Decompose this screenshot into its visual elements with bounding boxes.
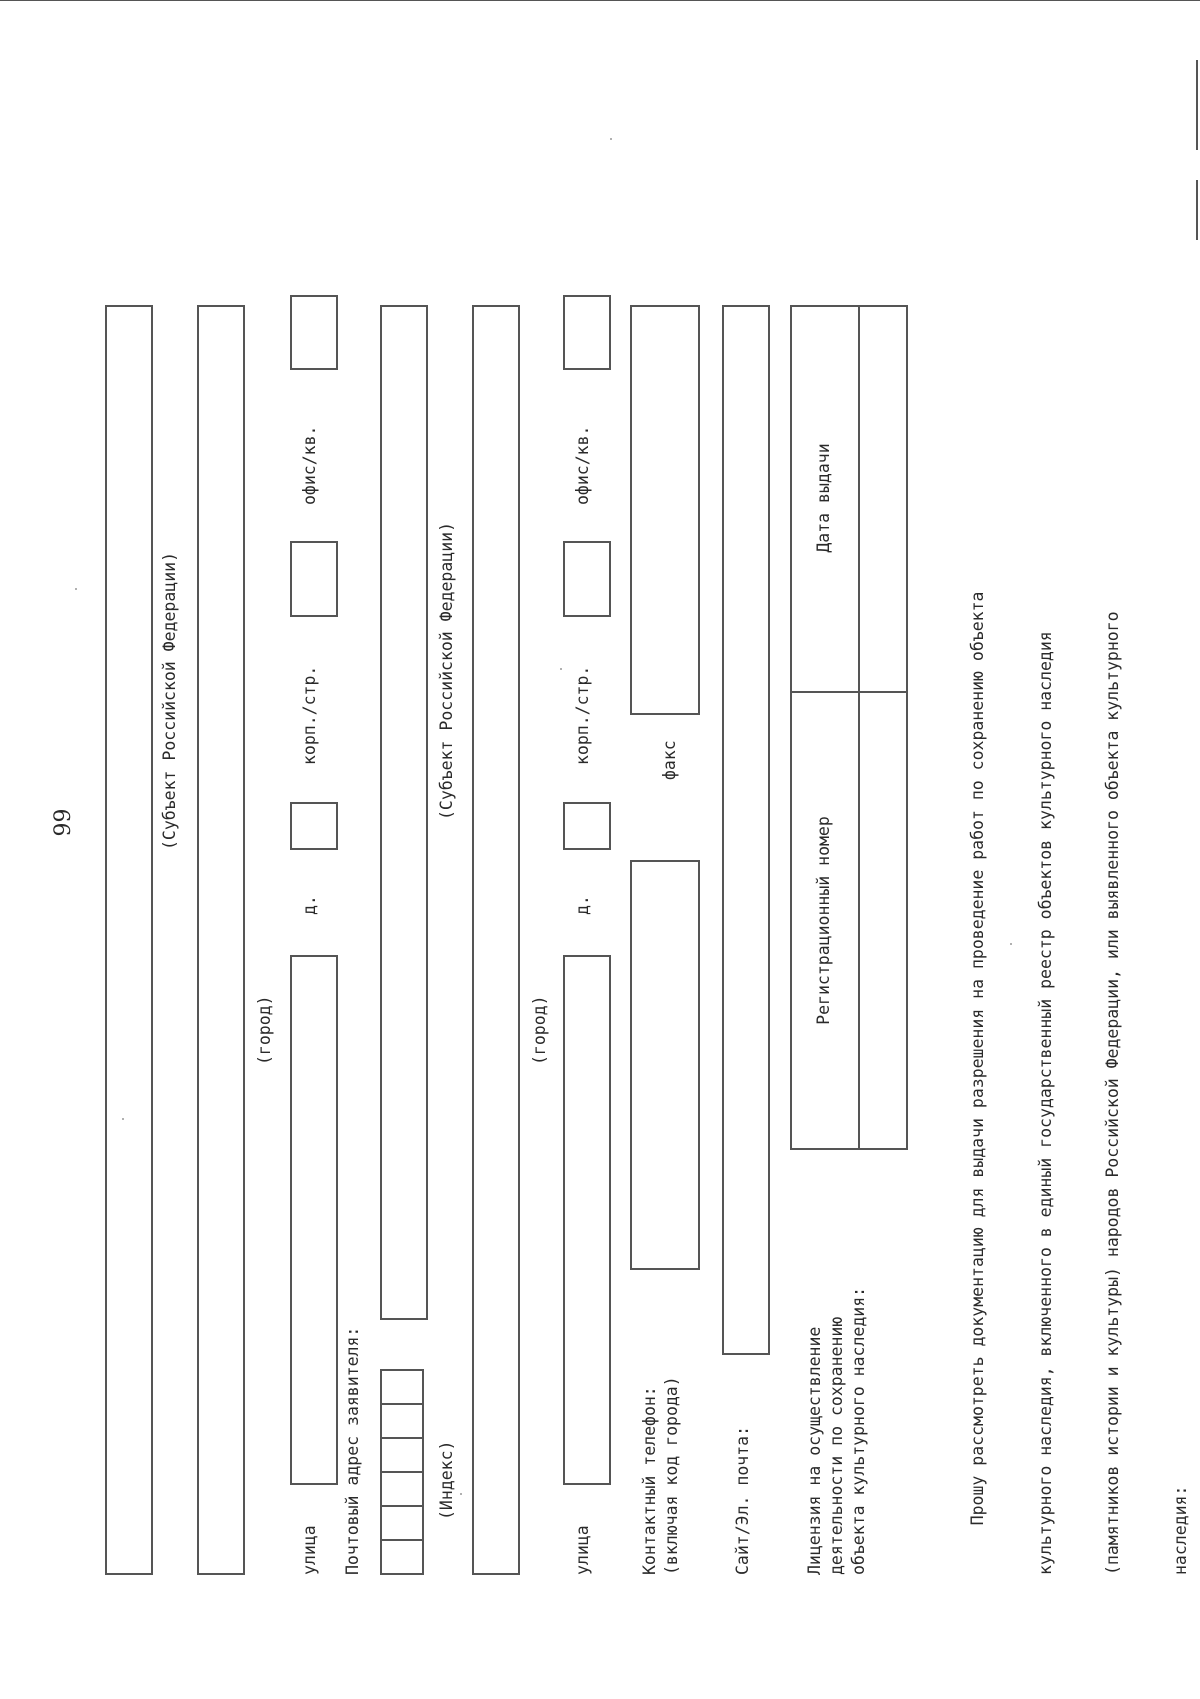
license-issue-date-field[interactable] <box>858 305 908 691</box>
house-label-2: д. <box>573 895 592 915</box>
scan-speck <box>1010 943 1012 945</box>
scan-speck <box>460 1493 462 1495</box>
subject-rf-label-1: (Субъект Российской Федерации) <box>160 551 179 850</box>
house-label-1: д. <box>300 895 319 915</box>
building-field-2[interactable] <box>563 541 611 617</box>
request-line-2: культурного наследия, включенного в единый государственный реестр объектов культурного наследия <box>1035 631 1055 1575</box>
license-label-2: деятельности по сохранению <box>827 1316 846 1575</box>
office-field-1[interactable] <box>290 295 338 370</box>
request-line-1: Прошу рассмотреть документацию для выдачи разрешения на проведение работ по сохранению объекта <box>968 591 987 1575</box>
scan-speck <box>75 588 77 590</box>
scan-speck <box>610 138 612 140</box>
house-field-1[interactable] <box>290 802 338 850</box>
license-table <box>790 305 908 1150</box>
scan-speck <box>122 1118 124 1120</box>
house-field-2[interactable] <box>563 802 611 850</box>
office-field-2[interactable] <box>563 295 611 370</box>
request-paragraph <box>922 592 1200 1575</box>
street-label-1: улица <box>300 1525 319 1575</box>
scan-edge-right <box>1196 180 1198 240</box>
postal-address-label: Почтовый адрес заявителя: <box>343 1326 362 1575</box>
license-issue-date-header: Дата выдачи <box>814 443 833 553</box>
phone-field[interactable] <box>630 860 700 1270</box>
index-cell[interactable] <box>380 1437 424 1473</box>
street-field-1[interactable] <box>290 955 338 1485</box>
organization-field-1[interactable] <box>105 305 153 1575</box>
office-label-2: офис/кв. <box>573 425 592 505</box>
postal-index-cells[interactable] <box>380 1371 424 1575</box>
postal-region-field[interactable] <box>380 305 428 1320</box>
scan-speck <box>560 668 562 670</box>
license-label-3: объекта культурного наследия: <box>849 1286 868 1575</box>
request-line-4: наследия: <box>1170 1485 1190 1575</box>
building-label-1: корп./стр. <box>300 665 319 765</box>
request-line-3: (памятников истории и культуры) народов Российской Федерации, или выявленного объекта культурного <box>1103 611 1122 1575</box>
index-cell[interactable] <box>380 1505 424 1541</box>
license-reg-number-field[interactable] <box>858 691 908 1148</box>
subject-rf-field-1[interactable] <box>197 305 245 1575</box>
site-email-label: Сайт/Эл. почта: <box>733 1425 752 1575</box>
city-label-1: (город) <box>255 995 274 1065</box>
index-cell[interactable] <box>380 1471 424 1507</box>
license-label-1: Лицензия на осуществление <box>805 1326 824 1575</box>
street-field-2[interactable] <box>563 955 611 1485</box>
scan-edge-right <box>1196 60 1198 150</box>
index-cell[interactable] <box>380 1403 424 1439</box>
page-number: 66 <box>47 808 73 837</box>
index-cell[interactable] <box>380 1539 424 1575</box>
index-cell[interactable] <box>380 1369 424 1405</box>
building-field-1[interactable] <box>290 541 338 617</box>
subject-rf-field-2[interactable] <box>472 305 520 1575</box>
license-reg-number-header: Регистрационный номер <box>814 816 833 1025</box>
phone-label: Контактный телефон: <box>640 1386 659 1575</box>
building-label-2: корп./стр. <box>573 665 592 765</box>
city-label-2: (город) <box>530 995 549 1065</box>
street-label-2: улица <box>573 1525 592 1575</box>
index-label: (Индекс) <box>437 1440 456 1520</box>
subject-rf-label-2: (Субъект Российской Федерации) <box>437 521 456 820</box>
fax-field[interactable] <box>630 305 700 715</box>
fax-label: факс <box>660 740 679 780</box>
phone-sublabel: (включая код города) <box>662 1376 681 1575</box>
office-label-1: офис/кв. <box>300 425 319 505</box>
site-email-field[interactable] <box>722 305 770 1355</box>
